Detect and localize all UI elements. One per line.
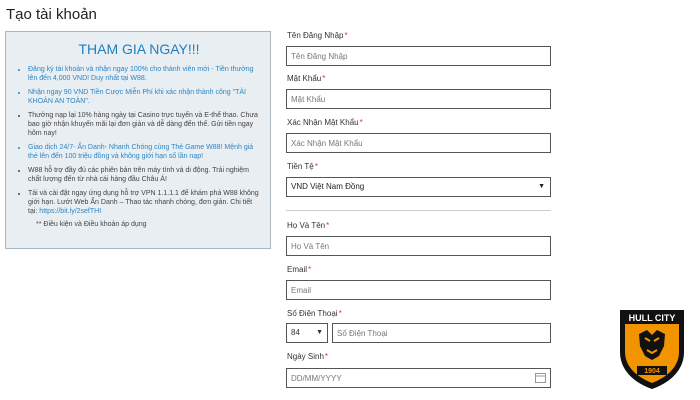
required-star: * bbox=[326, 221, 330, 230]
promo-panel bbox=[5, 31, 271, 249]
fullname-label bbox=[287, 221, 329, 230]
page-title: Tạo tài khoản bbox=[6, 6, 97, 23]
email-label bbox=[287, 265, 311, 274]
username-label-text: Tên Đăng Nhập bbox=[287, 31, 344, 40]
dob-label-text: Ngày Sinh bbox=[287, 352, 324, 361]
promo-item: • W88 hỗ trợ đầy đủ các phiên bản trên máy tính và di động. Trải nghiệm chất lượng đến từ nhà cái hàng đầu Châu Á! bbox=[28, 166, 260, 184]
required-star: * bbox=[324, 352, 329, 361]
crest-year: 1904 bbox=[644, 368, 660, 375]
dob-field bbox=[286, 368, 551, 388]
divider bbox=[286, 210, 551, 211]
promo-item: • Nhận ngay 90 VND Tiền Cược Miễn Phí khi xác nhận thành công "TÀI KHOẢN AN TOÀN". bbox=[28, 88, 260, 106]
phone-label bbox=[287, 309, 342, 318]
fullname-input[interactable] bbox=[286, 236, 551, 256]
vpn-text: Tải và cài đặt ngay ứng dụng hỗ trợ VPN 1.1.1.1 để khám phá W88 không giới hạn. Lướt Web Ẩn Danh – Thao tác nhanh chóng, đơn giản. Chi tiết tại: bbox=[28, 190, 259, 215]
vpn-link[interactable]: https://bit.ly/2sefTHI bbox=[39, 208, 102, 215]
currency-selected-value: VND Việt Nam Đồng bbox=[291, 182, 365, 191]
confirm-password-input[interactable] bbox=[286, 133, 551, 153]
required-star: * bbox=[344, 31, 348, 40]
username-label bbox=[287, 31, 348, 40]
calendar-icon[interactable] bbox=[535, 372, 546, 383]
required-star: * bbox=[338, 309, 342, 318]
terms-note: ** Điều kiện và Điều khoản áp dụng bbox=[36, 221, 147, 228]
username-input[interactable] bbox=[286, 46, 551, 66]
confirm-password-label-text: Xác Nhận Mật Khẩu bbox=[287, 118, 359, 127]
country-code-select[interactable] bbox=[286, 323, 328, 343]
required-star: * bbox=[359, 118, 363, 127]
required-star: * bbox=[314, 162, 318, 171]
chevron-down-icon: ▼ bbox=[538, 183, 545, 190]
dob-input[interactable] bbox=[286, 368, 551, 388]
currency-label-text: Tiền Tệ bbox=[287, 162, 314, 171]
promo-item: • Thưởng nạp lại 10% hàng ngày tại Casino trực tuyến và E-thể thao. Chưa bao giờ nhận khuyến mãi lại đơn giản và dễ dàng đến thế. Gửi tiền ngay hôm nay! bbox=[28, 111, 260, 138]
required-star: * bbox=[322, 74, 326, 83]
password-label-text: Mật Khẩu bbox=[287, 74, 322, 83]
dob-label bbox=[287, 352, 328, 361]
password-label bbox=[287, 74, 325, 83]
promo-list bbox=[18, 65, 260, 216]
promo-item: • Giao dịch 24/7- Ẩn Danh- Nhanh Chóng cùng Thẻ Game W88! Mệnh giá thẻ lên đến 100 triệu đồng và không giới hạn số lần nạp! bbox=[28, 143, 260, 161]
hull-city-crest bbox=[617, 308, 687, 390]
currency-label bbox=[287, 162, 318, 171]
crest-top-text: HULL CITY bbox=[628, 313, 676, 323]
fullname-label-text: Họ Và Tên bbox=[287, 221, 326, 230]
promo-item-vpn bbox=[28, 189, 260, 216]
currency-select[interactable] bbox=[286, 177, 551, 197]
chevron-down-icon: ▼ bbox=[316, 329, 323, 336]
password-input[interactable] bbox=[286, 89, 551, 109]
email-input[interactable] bbox=[286, 280, 551, 300]
phone-input[interactable] bbox=[332, 323, 551, 343]
email-label-text: Email bbox=[287, 265, 308, 274]
promo-heading: THAM GIA NGAY!!! bbox=[78, 41, 200, 57]
required-star: * bbox=[308, 265, 312, 274]
promo-item: • Đăng ký tài khoản và nhận ngay 100% cho thành viên mới - Tiền thưởng lên đến 4,000 VND! Duy nhất tại W88. bbox=[28, 65, 260, 83]
country-code-value: 84 bbox=[291, 328, 300, 337]
phone-label-text: Số Điện Thoại bbox=[287, 309, 338, 318]
confirm-password-label bbox=[287, 118, 363, 127]
